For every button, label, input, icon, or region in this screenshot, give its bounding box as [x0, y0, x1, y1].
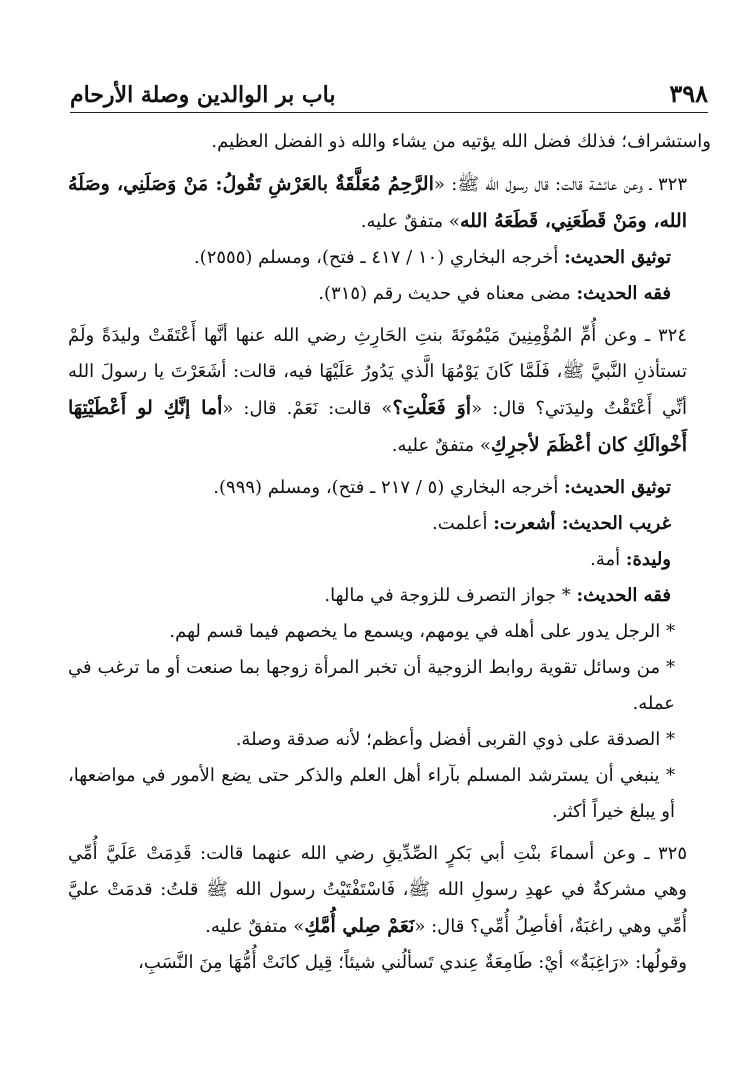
section-label: توثيق الحديث:	[564, 477, 671, 498]
page-header	[70, 72, 708, 113]
hadith-intro: » قالت: نَعَمْ. قال: «	[222, 398, 393, 419]
section-text: أخرجه البخاري (١٠ / ٤١٧ ـ فتح)، ومسلم (٢٥٥٥).	[193, 247, 565, 268]
gharib-term: وليدة:	[625, 549, 671, 570]
hadith-text: أوَ فَعَلْتِ؟	[392, 397, 472, 419]
tawthiq-323	[68, 240, 711, 276]
page-number: ٣٩٨	[669, 79, 708, 108]
fiqh-bullet: * من وسائل تقوية روابط الزوجية أن تخبر المرأة زوجها بما صنعت أو ما ترغب في عمله.	[68, 657, 675, 714]
hadith-text: نَعَمْ صِلي أُمَّكِ	[304, 915, 415, 937]
hadith-text: الرَّحِمُ مُعَلَّقَةٌ بالعَرْشِ تَقُولُ: مَنْ وَصَلَنِي، وصَلَهُ الله، ومَنْ قَطَعَنِي، قَطَعَهُ الله	[68, 173, 687, 232]
section-label: توثيق الحديث:	[564, 247, 671, 268]
hadith-325	[68, 836, 711, 945]
hadith-grade: » متفقٌ عليه.	[391, 435, 491, 456]
hadith-grade: » متفقٌ عليه.	[360, 211, 460, 232]
fiqh-323	[68, 276, 711, 312]
section-label: فقه الحديث:	[576, 283, 671, 304]
section-label: فقه الحديث:	[576, 585, 671, 606]
commentary-line: وقولُها: «رَاغِبَةٌ» أيْ: طَامِعَةٌ عِندي تَسألُني شيئاً؛ قِيل كانَتْ أُمُّهَا مِنَ النَّسَبِ،	[138, 952, 687, 973]
continuation-line: واستشراف؛ فذلك فضل الله يؤتيه من يشاء والله ذو الفضل العظيم.	[211, 131, 711, 152]
gharib-324	[68, 506, 711, 542]
hadith-intro: ٣٢٤ ـ وعن أُمِّ المُؤْمِنِينَ مَيْمُونَةَ بنتِ الحَارِثِ رضي الله عنها أنَّها أَعْتَقَتْ وليدَةً ولَمْ تستأذنِ النَّبيَّ ﷺ، فَلَمَّا كَانَ يَوْمُهَا الَّذي يَدُورُ عَلَيْهَا فيه، قالت: أشَعَرْتَ يا رسولَ الله أنِّي أَعْتَقْتُ وليدَتي؟ قال: «	[68, 325, 687, 419]
chapter-title: باب بر الوالدين وصلة الأرحام	[70, 82, 336, 108]
fiqh-bullet: * الرجل يدور على أهله في يومهم، ويسمع ما يخصهم فيما قسم لهم.	[169, 621, 675, 642]
section-text: أعلمت.	[432, 513, 494, 534]
section-text: مضى معناه في حديث رقم (٣١٥).	[318, 283, 577, 304]
walida-definition	[68, 542, 711, 578]
gharib-term: أشعرت:	[493, 513, 562, 534]
tawthiq-324	[68, 470, 711, 506]
hadith-324	[68, 318, 711, 464]
fiqh-bullet: * الصدقة على ذوي القربى أفضل وأعظم؛ لأنه صدقة وصلة.	[235, 729, 675, 750]
hadith-text: أما إنَّكِ لو أَعْطَيْتِهَا أَخْوالَكِ كان أعْظَمَ لأجرِكِ	[68, 397, 687, 456]
section-text: أمة.	[590, 549, 626, 570]
section-text: * جواز التصرف للزوجة في مالها.	[324, 585, 577, 606]
section-text: أخرجه البخاري (٥ / ٢١٧ ـ فتح)، ومسلم (٩٩٩).	[213, 477, 565, 498]
section-label: غريب الحديث:	[561, 513, 671, 534]
page-body	[68, 124, 711, 981]
fiqh-324	[68, 578, 711, 614]
hadith-intro: ٣٢٥ ـ وعن أسماءَ بنْتِ أبي بَكرٍ الصِّدِّيقِ رضي الله عنهما قالت: قَدِمَتْ عَلَيَّ أُمِّي وهي مشركةٌ في عهدِ رسولِ الله ﷺ، فَاسْتَفْتَيْتُ رسول الله ﷺ قلتُ: قدمَتْ عليَّ أُمِّي وهي راغبَةٌ، أفأصِلُ أُمِّي؟ قال: «	[68, 843, 687, 937]
hadith-grade: » متفقٌ عليه.	[205, 916, 305, 937]
fiqh-bullet: * ينبغي أن يسترشد المسلم بآراء أهل العلم والذكر حتى يضع الأمور في مواضعها، أو يبلغ خيراً أكثر.	[68, 765, 675, 822]
hadith-323	[68, 166, 711, 240]
hadith-intro: ٣٢٣ ـ وعن عائشة قالت: قال رسول الله ﷺ: «	[433, 174, 687, 195]
